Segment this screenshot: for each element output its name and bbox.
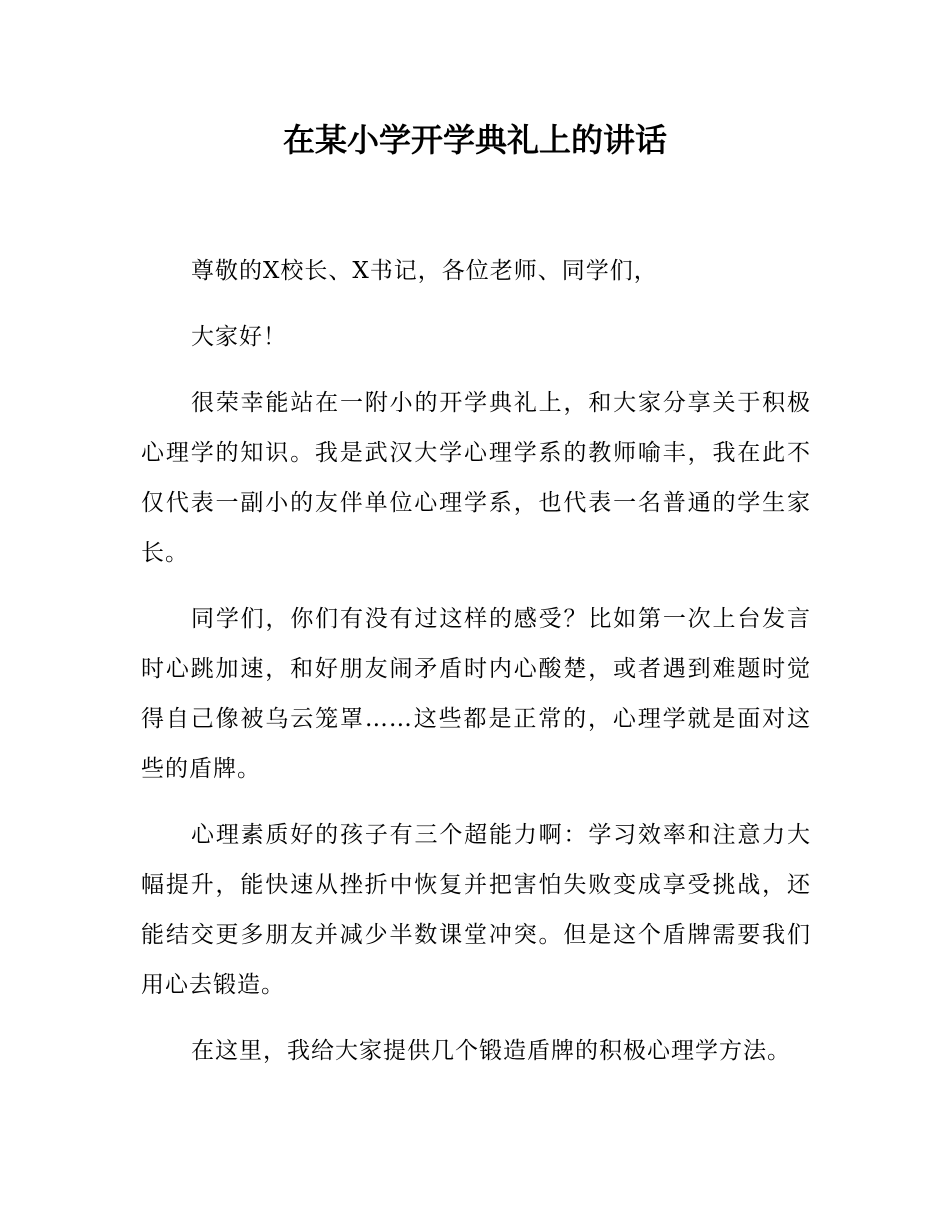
document-body [141, 246, 811, 1092]
paragraph-introduction: 很荣幸能站在一附小的开学典礼上，和大家分享关于积极心理学的知识。我是武汉大学心理学系的教师喻丰，我在此不仅代表一副小的友伴单位心理学系，也代表一名普通的学生家长。 [141, 390, 811, 566]
paragraph-feelings: 同学们，你们有没有过这样的感受？比如第一次上台发言时心跳加速，和好朋友闹矛盾时内心酸楚，或者遇到难题时觉得自己像被乌云笼罩……这些都是正常的，心理学就是面对这些的盾牌。 [141, 606, 811, 782]
document-title: 在某小学开学典礼上的讲话 [282, 121, 667, 159]
paragraph-methods: 在这里，我给大家提供几个锻造盾牌的积极心理学方法。 [191, 1038, 791, 1064]
paragraph-superpowers: 心理素质好的孩子有三个超能力啊：学习效率和注意力大幅提升，能快速从挫折中恢复并把害怕失败变成享受挑战，还能结交更多朋友并减少半数课堂冲突。但是这个盾牌需要我们用心去锻造。 [141, 822, 811, 998]
paragraph-greeting: 大家好！ [191, 324, 287, 350]
paragraph-salutation: 尊敬的X校长、X书记，各位老师、同学们， [191, 258, 658, 284]
